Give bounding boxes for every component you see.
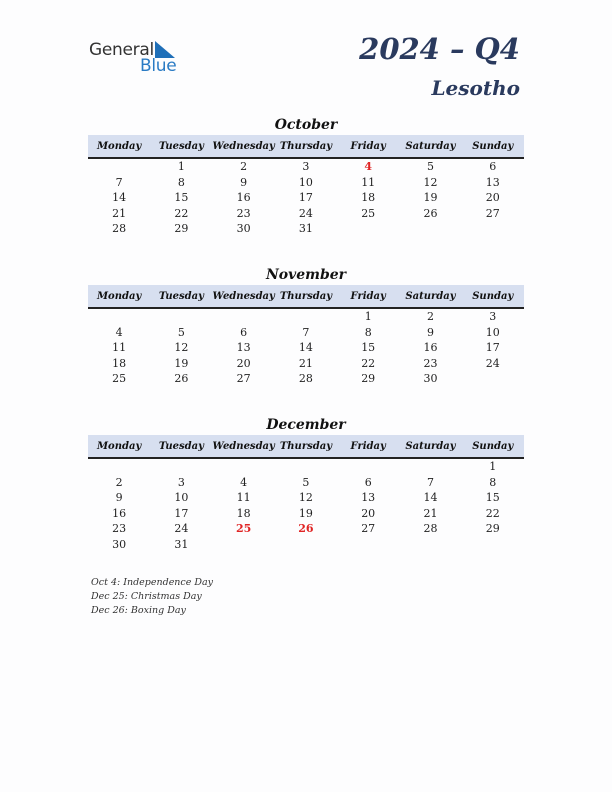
week-row bbox=[88, 206, 524, 222]
week-row bbox=[88, 309, 524, 325]
day-cell: 3 bbox=[302, 160, 310, 174]
holiday-notes bbox=[91, 576, 213, 618]
month-grid bbox=[88, 309, 524, 387]
weekday-label-thursday: Thursday bbox=[279, 440, 333, 452]
day-cell: 13 bbox=[236, 341, 251, 355]
weekday-label-sunday: Sunday bbox=[472, 140, 514, 152]
day-cell: 19 bbox=[174, 356, 189, 370]
weekday-label-tuesday: Tuesday bbox=[158, 140, 204, 152]
day-cell: 2 bbox=[426, 310, 434, 324]
week-row bbox=[88, 371, 524, 387]
day-cell: 12 bbox=[174, 341, 189, 355]
holiday-note: Dec 26: Boxing Day bbox=[91, 605, 186, 616]
weekday-label-thursday: Thursday bbox=[279, 140, 333, 152]
day-cell: 22 bbox=[361, 356, 376, 370]
holiday-day-cell: 4 bbox=[364, 160, 373, 174]
day-cell: 16 bbox=[423, 341, 438, 355]
weekday-label-monday: Monday bbox=[96, 290, 142, 302]
day-cell: 9 bbox=[426, 325, 434, 339]
day-cell: 2 bbox=[115, 475, 123, 489]
day-cell: 4 bbox=[240, 475, 248, 489]
weekday-label-saturday: Saturday bbox=[405, 140, 456, 152]
day-cell: 26 bbox=[423, 206, 438, 220]
day-cell: 9 bbox=[240, 175, 248, 189]
day-cell: 3 bbox=[489, 310, 497, 324]
day-cell: 7 bbox=[302, 325, 310, 339]
page-title: 2024 – Q4 bbox=[359, 32, 520, 66]
weekday-label-saturday: Saturday bbox=[405, 440, 456, 452]
day-cell: 6 bbox=[240, 325, 248, 339]
day-cell: 8 bbox=[489, 475, 497, 489]
day-cell: 8 bbox=[177, 175, 185, 189]
day-cell: 12 bbox=[423, 175, 438, 189]
day-cell: 3 bbox=[177, 475, 185, 489]
day-cell: 15 bbox=[485, 491, 500, 505]
week-row bbox=[88, 340, 524, 356]
day-cell: 15 bbox=[174, 191, 189, 205]
week-row bbox=[88, 356, 524, 372]
day-cell: 5 bbox=[426, 160, 434, 174]
day-cell: 29 bbox=[485, 522, 500, 536]
day-cell: 11 bbox=[112, 341, 127, 355]
month-name: November bbox=[265, 267, 347, 283]
day-cell: 10 bbox=[485, 325, 500, 339]
holiday-note: Oct 4: Independence Day bbox=[91, 577, 214, 588]
day-cell: 14 bbox=[423, 491, 438, 505]
day-cell: 29 bbox=[174, 222, 189, 236]
day-cell: 2 bbox=[240, 160, 248, 174]
day-cell: 8 bbox=[364, 325, 372, 339]
weekday-label-wednesday: Wednesday bbox=[212, 290, 275, 302]
day-cell: 31 bbox=[298, 222, 313, 236]
day-cell: 23 bbox=[112, 522, 127, 536]
day-cell: 13 bbox=[361, 491, 376, 505]
holiday-day-cell: 25 bbox=[236, 522, 252, 536]
day-cell: 23 bbox=[236, 206, 251, 220]
week-row bbox=[88, 175, 524, 191]
day-cell: 20 bbox=[361, 506, 376, 520]
day-cell: 17 bbox=[174, 506, 189, 520]
day-cell: 23 bbox=[423, 356, 438, 370]
day-cell: 13 bbox=[485, 175, 500, 189]
day-cell: 20 bbox=[485, 191, 500, 205]
day-cell: 28 bbox=[298, 372, 313, 386]
holiday-day-cell: 26 bbox=[298, 522, 314, 536]
generalblue-logo bbox=[89, 40, 189, 76]
day-cell: 12 bbox=[298, 491, 313, 505]
day-cell: 16 bbox=[236, 191, 251, 205]
day-cell: 22 bbox=[485, 506, 500, 520]
weekday-label-thursday: Thursday bbox=[279, 290, 333, 302]
day-cell: 17 bbox=[485, 341, 500, 355]
day-cell: 18 bbox=[361, 191, 376, 205]
day-cell: 14 bbox=[298, 341, 313, 355]
weekday-header-row bbox=[88, 135, 524, 159]
day-cell: 6 bbox=[489, 160, 497, 174]
day-cell: 25 bbox=[112, 372, 127, 386]
day-cell: 27 bbox=[361, 522, 376, 536]
weekday-label-tuesday: Tuesday bbox=[158, 290, 204, 302]
day-cell: 30 bbox=[112, 537, 127, 551]
day-cell: 24 bbox=[298, 206, 313, 220]
day-cell: 15 bbox=[361, 341, 376, 355]
day-cell: 10 bbox=[298, 175, 313, 189]
month-grid bbox=[88, 159, 524, 237]
day-cell: 24 bbox=[485, 356, 500, 370]
weekday-label-sunday: Sunday bbox=[472, 440, 514, 452]
logo-text-general: General bbox=[89, 40, 154, 60]
day-cell: 17 bbox=[298, 191, 313, 205]
day-cell: 6 bbox=[364, 475, 372, 489]
weekday-label-saturday: Saturday bbox=[405, 290, 456, 302]
day-cell: 29 bbox=[361, 372, 376, 386]
weekday-label-tuesday: Tuesday bbox=[158, 440, 204, 452]
week-row bbox=[88, 325, 524, 341]
day-cell: 7 bbox=[115, 175, 123, 189]
week-row bbox=[88, 159, 524, 175]
day-cell: 27 bbox=[485, 206, 500, 220]
day-cell: 22 bbox=[174, 206, 189, 220]
day-cell: 19 bbox=[298, 506, 313, 520]
day-cell: 10 bbox=[174, 491, 189, 505]
week-row bbox=[88, 521, 524, 537]
day-cell: 11 bbox=[361, 175, 376, 189]
week-row bbox=[88, 537, 524, 553]
month-name: December bbox=[266, 417, 346, 433]
day-cell: 9 bbox=[115, 491, 123, 505]
day-cell: 5 bbox=[302, 475, 310, 489]
month-december bbox=[88, 415, 524, 552]
weekday-label-wednesday: Wednesday bbox=[212, 140, 275, 152]
weekday-header-row bbox=[88, 435, 524, 459]
holiday-note: Dec 25: Christmas Day bbox=[91, 591, 202, 602]
day-cell: 21 bbox=[298, 356, 313, 370]
day-cell: 26 bbox=[174, 372, 189, 386]
day-cell: 30 bbox=[236, 222, 251, 236]
day-cell: 28 bbox=[423, 522, 438, 536]
day-cell: 21 bbox=[423, 506, 438, 520]
week-row bbox=[88, 459, 524, 475]
week-row bbox=[88, 475, 524, 491]
weekday-label-friday: Friday bbox=[350, 290, 386, 302]
week-row bbox=[88, 190, 524, 206]
weekday-label-monday: Monday bbox=[96, 440, 142, 452]
week-row bbox=[88, 506, 524, 522]
week-row bbox=[88, 490, 524, 506]
day-cell: 14 bbox=[112, 191, 127, 205]
day-cell: 1 bbox=[364, 310, 372, 324]
month-grid bbox=[88, 459, 524, 552]
logo-text-blue: Blue bbox=[140, 56, 177, 76]
weekday-label-sunday: Sunday bbox=[472, 290, 514, 302]
weekday-label-monday: Monday bbox=[96, 140, 142, 152]
day-cell: 11 bbox=[236, 491, 251, 505]
week-row bbox=[88, 221, 524, 237]
day-cell: 27 bbox=[236, 372, 251, 386]
day-cell: 30 bbox=[423, 372, 438, 386]
day-cell: 31 bbox=[174, 537, 189, 551]
month-november bbox=[88, 265, 524, 387]
day-cell: 24 bbox=[174, 522, 189, 536]
day-cell: 5 bbox=[177, 325, 185, 339]
weekday-label-friday: Friday bbox=[350, 440, 386, 452]
day-cell: 21 bbox=[112, 206, 127, 220]
weekday-header-row bbox=[88, 285, 524, 309]
day-cell: 25 bbox=[361, 206, 376, 220]
country-subtitle: Lesotho bbox=[431, 76, 520, 100]
day-cell: 1 bbox=[177, 160, 185, 174]
day-cell: 1 bbox=[489, 460, 497, 474]
day-cell: 7 bbox=[426, 475, 434, 489]
day-cell: 16 bbox=[112, 506, 127, 520]
weekday-label-friday: Friday bbox=[350, 140, 386, 152]
month-october bbox=[88, 115, 524, 237]
weekday-label-wednesday: Wednesday bbox=[212, 440, 275, 452]
day-cell: 18 bbox=[236, 506, 251, 520]
month-name: October bbox=[274, 117, 338, 133]
day-cell: 20 bbox=[236, 356, 251, 370]
day-cell: 18 bbox=[112, 356, 127, 370]
day-cell: 28 bbox=[112, 222, 127, 236]
day-cell: 19 bbox=[423, 191, 438, 205]
day-cell: 4 bbox=[115, 325, 123, 339]
